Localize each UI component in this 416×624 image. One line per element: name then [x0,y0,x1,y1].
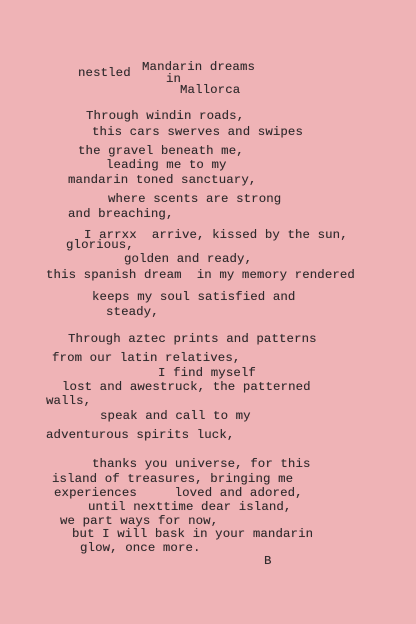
poem-title-line-2: in [166,72,182,86]
poem-line: mandarin toned sanctuary, [68,173,257,187]
poem-line: Through windin roads, [86,109,245,123]
poem-line: where scents are strong [108,192,282,206]
poem-line: adventurous spirits luck, [46,428,235,442]
poem-line: this spanish dream in my memory rendered [46,268,355,282]
poem-line: golden and ready, [124,252,253,266]
poem-line: Through aztec prints and patterns [68,332,317,346]
poem-line: but I will bask in your mandarin [72,527,314,541]
poem-line: glow, once more. [80,541,201,555]
poem-line: glorious, [66,238,134,252]
poem-line-with-strikeover: I arrxx arrive, kissed by the sun, [84,228,348,242]
poem-line: I find myself [158,366,256,380]
poem-line: from our latin relatives, [52,351,241,365]
poem-line: the gravel beneath me, [78,144,244,158]
poem-line: we part ways for now, [60,514,219,528]
poem-line: island of treasures, bringing me [52,472,294,486]
poem-line: steady, [106,305,159,319]
poem-line: and breaching, [68,207,174,221]
poem-line: this cars swerves and swipes [92,125,303,139]
poem-line: until nexttime dear island, [88,500,292,514]
poem-line: thanks you universe, for this [92,457,311,471]
poem-line: walls, [46,394,92,408]
title-left-word: nestled [78,66,131,80]
poem-line: speak and call to my [100,409,251,423]
poem-title-line-3: Mallorca [180,83,241,97]
poem-line: leading me to my [106,158,227,172]
poem-line: experiences loved and adored, [54,486,303,500]
poem-line: lost and awestruck, the patterned [62,380,311,394]
poem-line: keeps my soul satisfied and [92,290,296,304]
signature-initial: B [264,554,272,568]
poem-title-line-1: Mandarin dreams [142,60,256,74]
